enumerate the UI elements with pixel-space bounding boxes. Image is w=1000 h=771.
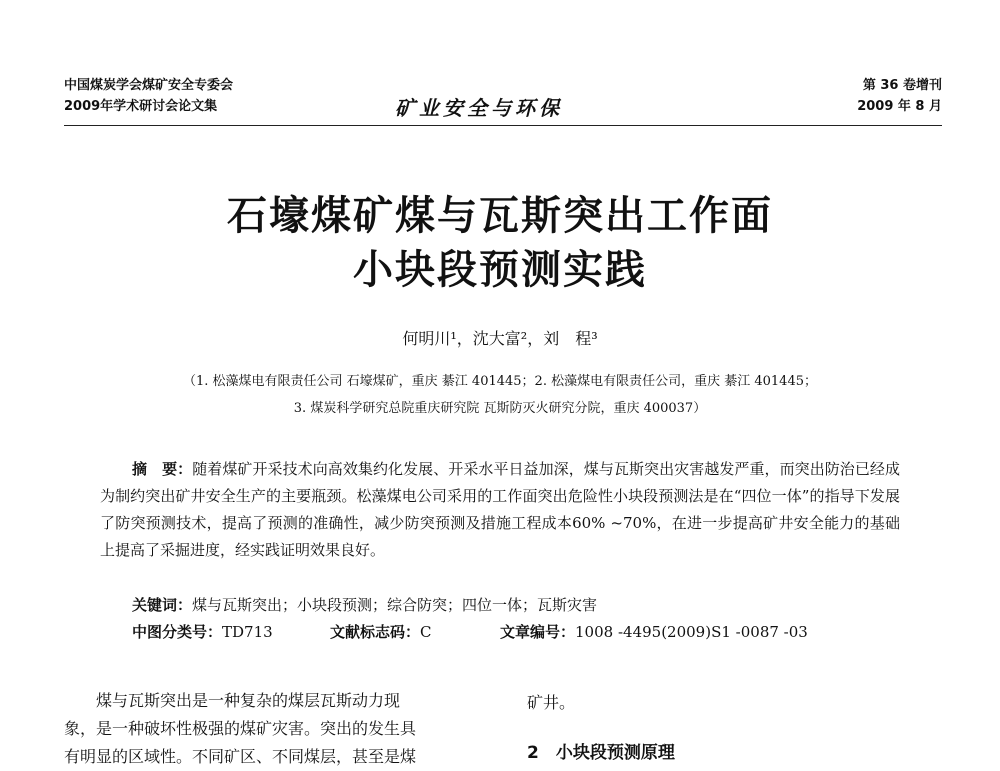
abstract-text: 随着煤矿开采技术向高效集约化发展、开采水平日益加深，煤与瓦斯突出灾害越发严重，而突出防治已经成为制约突出矿井安全生产的主要瓶颈。松藻煤电公司采用的工作面突出危险性小块段预测法是在“四位一体”的指导下发展了防突预测技术，提高了预测的准确性，减少防突预测及措施工程成本60% ~70%，在进一步提高矿井安全能力的基础上提高了采掘进度，经实践证明效果良好。: [100, 460, 900, 559]
abstract: [100, 456, 900, 564]
proceedings-year: 2009年学术研讨会论文集: [64, 99, 218, 114]
article-title-line1: 石壕煤矿煤与瓦斯突出工作面: [227, 193, 773, 239]
clc-value: TD713: [222, 623, 273, 641]
affiliation-line1: （1. 松藻煤电有限责任公司 石壕煤矿，重庆 綦江 401445；2. 松藻煤电有限责任公司，重庆 綦江 401445；: [183, 374, 817, 389]
clc-number: [132, 621, 273, 642]
keywords-label: 关键词：: [132, 596, 193, 614]
keywords-text: 煤与瓦斯突出；小块段预测；综合防突；四位一体；瓦斯灾害: [192, 596, 598, 614]
abstract-label: 摘 要：: [132, 460, 193, 478]
body-left-line2: 象，是一种破坏性极强的煤矿灾害。突出的发生具: [64, 719, 417, 738]
journal-name: 矿业安全与环保: [395, 96, 563, 120]
issue-date: 2009 年 8 月: [857, 99, 942, 114]
article-title-line2: 小块段预测实践: [353, 247, 647, 293]
doc-code-label: 文献标志码：: [330, 623, 421, 641]
proceedings-name: 中国煤炭学会煤矿安全专委会: [64, 78, 234, 93]
article-number-value: 1008 -4495(2009)S1 -0087 -03: [575, 623, 808, 641]
section-heading: 2 小块段预测原理: [527, 743, 675, 763]
article-number-label: 文章编号：: [500, 623, 576, 641]
volume-info: 第 36 卷增刊: [862, 78, 942, 93]
clc-label: 中图分类号：: [132, 623, 223, 641]
keywords: [132, 594, 597, 615]
doc-code: [330, 621, 432, 642]
doc-code-value: C: [420, 623, 432, 641]
article-number: [500, 621, 808, 642]
affiliation-line2: 3. 煤炭科学研究总院重庆研究院 瓦斯防灭火研究分院，重庆 400037）: [293, 401, 707, 416]
body-right-line1: 矿井。: [527, 693, 576, 712]
body-left-line3: 有明显的区域性。不同矿区、不同煤层，甚至是煤: [64, 747, 417, 766]
authors: 何明川¹，沈大富²，刘 程³: [402, 329, 598, 348]
header-rule: [64, 125, 942, 126]
body-left-line1: 煤与瓦斯突出是一种复杂的煤层瓦斯动力现: [96, 691, 401, 710]
